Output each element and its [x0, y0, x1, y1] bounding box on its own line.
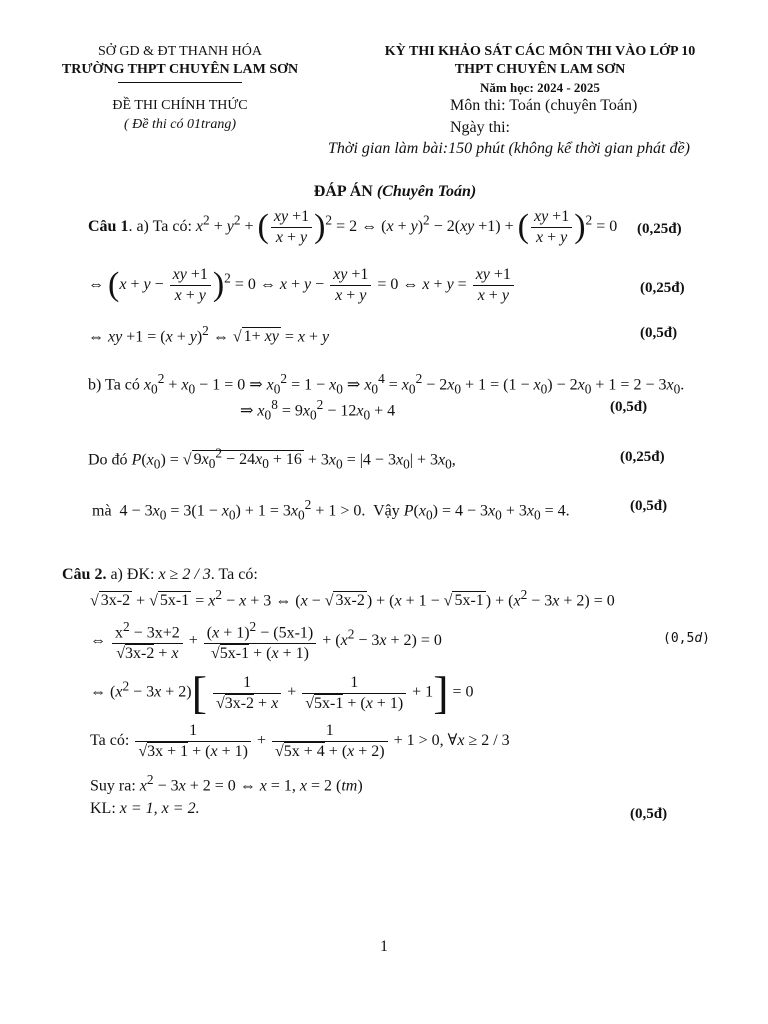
page-number: 1: [380, 938, 388, 955]
q1b-do-do: Do đó: [88, 451, 128, 469]
exam-date: Ngày thi:: [450, 119, 510, 136]
q1b-ma: mà: [92, 502, 112, 520]
page-title: [200, 183, 590, 201]
header-left-divider: [118, 82, 242, 83]
q2-label: Câu 2.: [62, 566, 107, 583]
q1a-line1: Câu 1. a) Ta có: $x^2 + y^2$ + ( $\frac{xy +1}{x + y}$ )$^2$ = 2 ⇔ $(x + y)^2 - 2(xy +1)$ + ( $\frac{xy +1}{x + y}$ )$^2$ = 0: [88, 208, 618, 246]
exam-duration: Thời gian làm bài:150 phút (không kể thời gian phát đề): [328, 140, 690, 157]
q2-score-mid: (0,5d): [663, 631, 710, 646]
q2-suy-ra: Suy ra:: [90, 777, 136, 795]
q1b-line4: mà $4 - 3x_0 = 3(1 - x_0) + 1 = 3x_0^2 + 1 > 0$. Vậy $P(x_0) = 4 - 3x_0 + 3x_0 = 4$.: [92, 497, 570, 523]
q1a-line2: ⇔ (x + y − $\frac{xy +1}{x + y}$ )$^2$ = 0 ⇔ x + y − $\frac{xy +1}{x + y}$ = 0 ⇔ x + y = $\frac{xy +1}{x + y}$: [88, 266, 516, 304]
q1-score-1: (0,25đ): [637, 221, 682, 237]
exam-subject: Môn thi: Toán (chuyên Toán): [450, 97, 638, 114]
q1b-line1: b) Ta có $x_0^2 + x_0 - 1 = 0$ ⇒ $x_0^2 = 1 - x_0$ ⇒ $x_0^4 = x_0^2 - 2x_0 + 1 = (1 - x_0) - 2x_0 + 1 = 2 - 3x_0$.: [88, 371, 685, 397]
q1-score-5: (0,25đ): [620, 449, 665, 465]
q1b-intro: b) Ta có: [88, 376, 140, 394]
q1-score-3: (0,5đ): [640, 325, 678, 341]
q2a-line6: Suy ra: $x^2 - 3x + 2 = 0$ ⇔ x = 1, x = 2 (tm): [90, 772, 363, 795]
dept-name: SỞ GD & ĐT THANH HÓA: [98, 44, 262, 59]
q1-score-2: (0,25đ): [640, 280, 685, 296]
q2-ta-co: . Ta có:: [210, 566, 258, 583]
exam-title: KỲ THI KHẢO SÁT CÁC MÔN THI VÀO LỚP 10: [384, 44, 696, 59]
q1b-line2: ⇒ $x_0^8 = 9x_0^2 - 12x_0 + 4$: [240, 397, 396, 423]
school-name: TRƯỜNG THPT CHUYÊN LAM SƠN: [61, 62, 299, 77]
q2a-line5: Ta có: $\frac{1}{√3x + 1 + (x + 1)}$ + $\frac{1}{√5x + 4 + (x + 2)}$ + 1 > 0, ∀x ≥ 2 / 3: [90, 722, 510, 760]
q2-score-final: (0,5đ): [630, 806, 668, 822]
q1b-vay: Vậy: [373, 502, 400, 520]
title-sub: (Chuyên Toán): [376, 183, 477, 200]
q2a-intro: a) ĐK:: [110, 566, 155, 583]
q2a-line4: ⇔ $(x^2 - 3x + 2)$[ $\frac{1}{√3x-2 + x}$ + $\frac{1}{√5x-1 + (x + 1)}$ + 1] = 0: [90, 667, 474, 718]
q2a-line2: √ 3x-2 + √ $5x-1 = x^2 - x + 3$ ⇔ (x − √ 3x-2 ) + (x + 1 − √ 5x-1 ) + $(x^2 - 3x + 2) = 0$: [90, 587, 615, 610]
q2a-line3: ⇔ $\frac{x^2 - 3x+2}{√3x-2 + x}$ + $\frac{(x + 1)^2 - (5x-1)}{√5x-1 + (x + 1)}$ + $(x^2 - 3x + 2) = 0$: [90, 619, 442, 662]
q2-condition: x ≥ 2 / 3: [158, 566, 211, 583]
q2-kl: KL:: [90, 800, 116, 817]
q1-score-6: (0,5đ): [630, 498, 668, 514]
school-year: Năm học: 2024 - 2025: [480, 80, 600, 95]
q1a-intro: . a) Ta có:: [128, 217, 192, 235]
page-count-note: ( Đề thi có 01trang): [124, 117, 236, 132]
q1-label: Câu 1: [88, 217, 129, 235]
q2a-line1: [62, 566, 258, 584]
q1b-line3: Do đó $P(x_0)$ = √ $9x_0^2 - 24x_0 + 16 + 3x_0 = |4 - 3x_0| + 3x_0$,: [88, 446, 456, 472]
q1-score-4: (0,5đ): [610, 399, 648, 415]
q2-kl-value: x = 1, x = 2.: [119, 800, 200, 817]
title-main: ĐÁP ÁN: [313, 183, 373, 200]
q2-ta-co2: Ta có:: [90, 731, 130, 749]
exam-school: THPT CHUYÊN LAM SƠN: [454, 62, 626, 77]
q2a-line7: [90, 800, 200, 818]
q1a-line3: ⇔ xy $+1 = (x + y)^2$ ⇔ √ 1+ xy = x + y: [88, 323, 330, 346]
official-exam-label: ĐỀ THI CHÍNH THỨC: [112, 98, 248, 113]
